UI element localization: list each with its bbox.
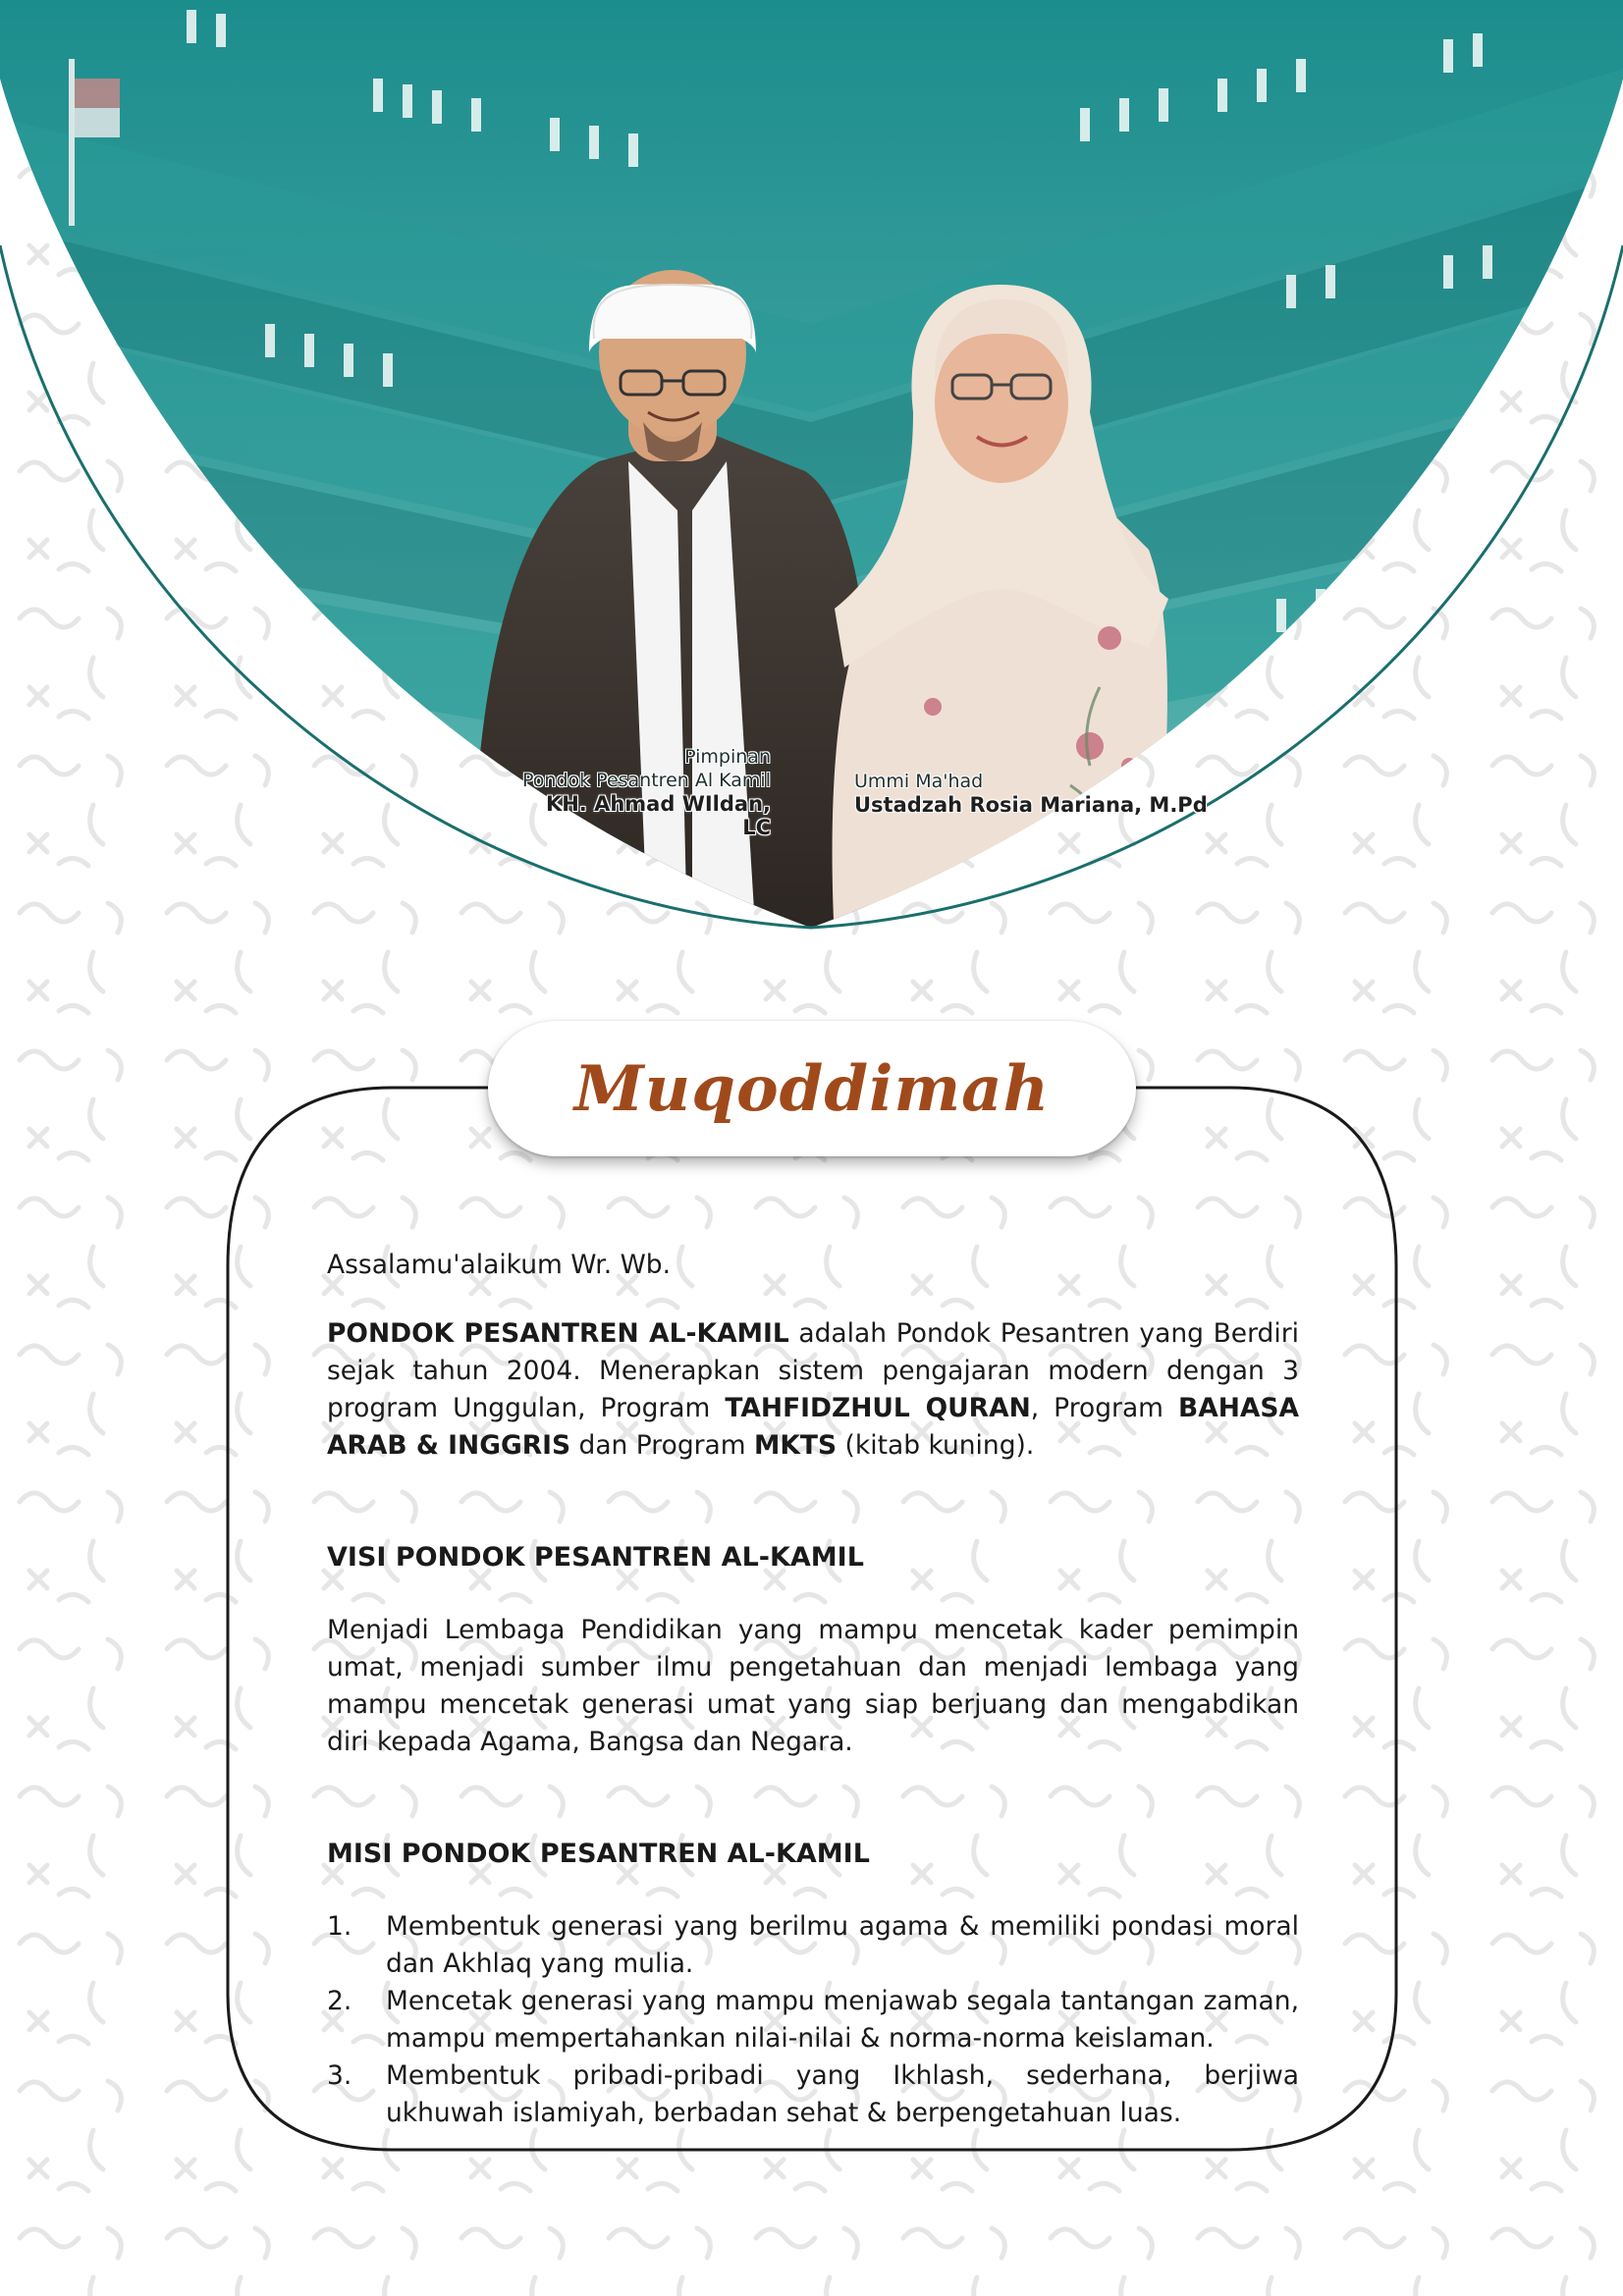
co-leader-name: Ustadzah Rosia Mariana, M.Pd (854, 793, 1208, 817)
intro-text-2: , Program (1030, 1393, 1178, 1423)
list-item-text: Membentuk pribadi-pribadi yang Ikhlash, sederhana, berjiwa ukhuwah islamiyah, berbadan sehat & berpengetahuan luas. (386, 2060, 1299, 2128)
section-title-badge (488, 1021, 1136, 1156)
intro-paragraph (327, 1315, 1299, 1465)
greeting: Assalamu'alaikum Wr. Wb. (327, 1250, 672, 1280)
list-item (327, 2057, 1299, 2132)
misi-heading: MISI PONDOK PESANTREN AL-KAMIL (327, 1839, 870, 1869)
list-item (327, 1983, 1299, 2057)
list-item-number: 1. (327, 1911, 352, 1942)
content-body (327, 1247, 1299, 2132)
intro-text-1: adalah Pondok Pesantren yang Berdiri sejak tahun 2004. Menerapkan sistem pengajaran modern dengan 3 program Unggulan, Program (327, 1318, 1299, 1423)
misi-list (327, 1908, 1299, 2132)
building-photo (0, 0, 1623, 942)
list-item-number: 2. (327, 1986, 352, 2016)
co-leader-caption (854, 770, 1208, 817)
intro-bold-program2: BAHASA ARAB & INGGRIS (327, 1393, 1299, 1461)
intro-bold-name: PONDOK PESANTREN AL-KAMIL (327, 1318, 789, 1349)
list-item-text: Membentuk generasi yang berilmu agama & memiliki pondasi moral dan Akhlaq yang mulia. (386, 1911, 1299, 1979)
leader-name: KH. Ahmad WIldan, LC (545, 792, 771, 839)
co-leader-role: Ummi Ma'had (854, 771, 984, 792)
leader-role-institution: Pondok Pesantren Al Kamil (522, 770, 771, 791)
section-title: Muqoddimah (573, 1051, 1051, 1126)
visi-heading: VISI PONDOK PESANTREN AL-KAMIL (327, 1542, 864, 1573)
intro-bold-program1: TAHFIDZHUL QURAN (725, 1393, 1031, 1423)
intro-bold-program3: MKTS (754, 1430, 838, 1461)
visi-text: Menjadi Lembaga Pendidikan yang mampu mencetak kader pemimpin umat, menjadi sumber ilmu pengetahuan dan menjadi lembaga yang mampu mencetak generasi umat yang siap berjuang dan mengabdikan diri kepada Agama, Bangsa dan Negara. (327, 1615, 1299, 1757)
list-item-number: 3. (327, 2060, 352, 2091)
intro-text-4: (kitab kuning). (837, 1430, 1035, 1461)
list-item-text: Mencetak generasi yang mampu menjawab segala tantangan zaman, mampu mempertahankan nilai-nilai & norma-norma keislaman. (386, 1986, 1299, 2054)
hero-banner (0, 0, 1623, 942)
intro-text-3: dan Program (570, 1430, 755, 1461)
leader-role-title: Pimpinan (684, 746, 771, 768)
list-item (327, 1908, 1299, 1983)
leader-caption (511, 745, 771, 839)
